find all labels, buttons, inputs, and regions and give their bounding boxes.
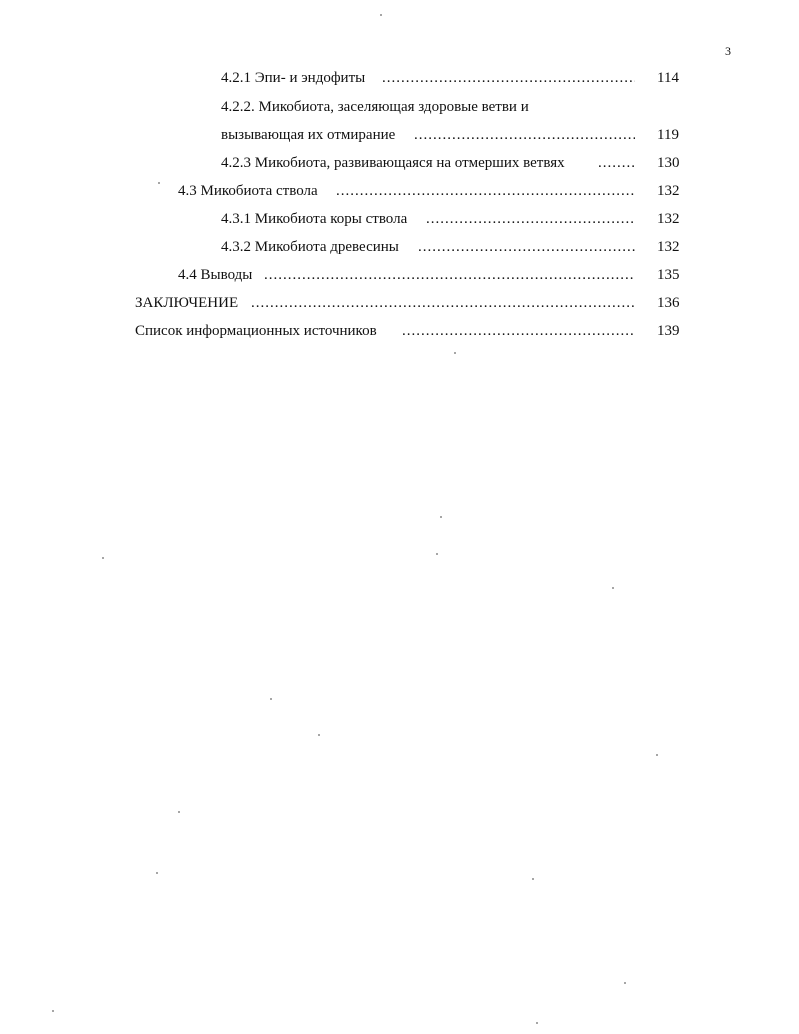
toc-entry-title: 4.2.1 Эпи- и эндофиты xyxy=(221,70,366,86)
scan-speck xyxy=(380,14,382,16)
toc-leader-dots xyxy=(264,263,635,287)
scan-speck xyxy=(440,516,442,518)
toc-entry-page: 136 xyxy=(657,295,680,311)
scan-speck xyxy=(612,587,614,589)
scan-speck xyxy=(436,553,438,555)
toc-entry-4-3-1 xyxy=(0,207,799,231)
toc-entry-title: 4.3 Микобиота ствола xyxy=(178,183,318,199)
toc-entry-4-3 xyxy=(0,179,799,203)
scan-speck xyxy=(178,811,180,813)
toc-leader-dots xyxy=(426,207,635,231)
toc-entry-title: 4.4 Выводы xyxy=(178,267,253,283)
scan-speck xyxy=(318,734,320,736)
toc-entry-title: 4.3.2 Микобиота древесины xyxy=(221,239,399,255)
scan-speck xyxy=(454,352,456,354)
toc-entry-page: 135 xyxy=(657,267,680,283)
page-number: 3 xyxy=(725,44,731,58)
toc-entry-title: Список информационных источников xyxy=(135,323,377,339)
toc-entry-title: 4.3.1 Микобиота коры ствола xyxy=(221,211,408,227)
toc-entry-references xyxy=(0,319,799,343)
toc-leader-dots xyxy=(336,179,635,203)
toc-entry-page: 114 xyxy=(657,70,679,86)
toc-entry-4-2-1 xyxy=(0,66,799,90)
scan-speck xyxy=(156,872,158,874)
toc-entry-page: 132 xyxy=(657,183,680,199)
toc-entry-4-2-3 xyxy=(0,151,799,175)
toc-entry-page: 132 xyxy=(657,239,680,255)
toc-entry-title: ЗАКЛЮЧЕНИЕ xyxy=(135,295,239,311)
scan-speck xyxy=(158,182,160,184)
toc-entry-page: 139 xyxy=(657,323,680,339)
scan-speck xyxy=(532,878,534,880)
toc-leader-dots xyxy=(418,235,635,259)
scan-speck xyxy=(624,982,626,984)
toc-entry-page: 132 xyxy=(657,211,680,227)
toc-leader-dots xyxy=(251,291,635,315)
toc-leader-dots xyxy=(598,151,635,175)
scan-speck xyxy=(270,698,272,700)
toc-leader-dots xyxy=(382,66,635,90)
scan-speck xyxy=(102,557,104,559)
toc-entry-page: 119 xyxy=(657,127,679,143)
scan-speck xyxy=(536,1022,538,1024)
toc-entry-page: 130 xyxy=(657,155,680,171)
scan-speck xyxy=(52,1010,54,1012)
toc-entry-4-3-2 xyxy=(0,235,799,259)
toc-entry-4-2-2-line2 xyxy=(0,123,799,147)
toc-entry-4-2-2-line1 xyxy=(0,95,799,119)
toc-entry-title: 4.2.2. Микобиота, заселяющая здоровые ветви и xyxy=(221,99,529,115)
scan-speck xyxy=(656,754,658,756)
toc-leader-dots xyxy=(402,319,635,343)
toc-entry-conclusion xyxy=(0,291,799,315)
toc-leader-dots xyxy=(414,123,635,147)
toc-entry-title: вызывающая их отмирание xyxy=(221,127,396,143)
toc-entry-title: 4.2.3 Микобиота, развивающаяся на отмерших ветвях xyxy=(221,155,565,171)
toc-entry-4-4 xyxy=(0,263,799,287)
